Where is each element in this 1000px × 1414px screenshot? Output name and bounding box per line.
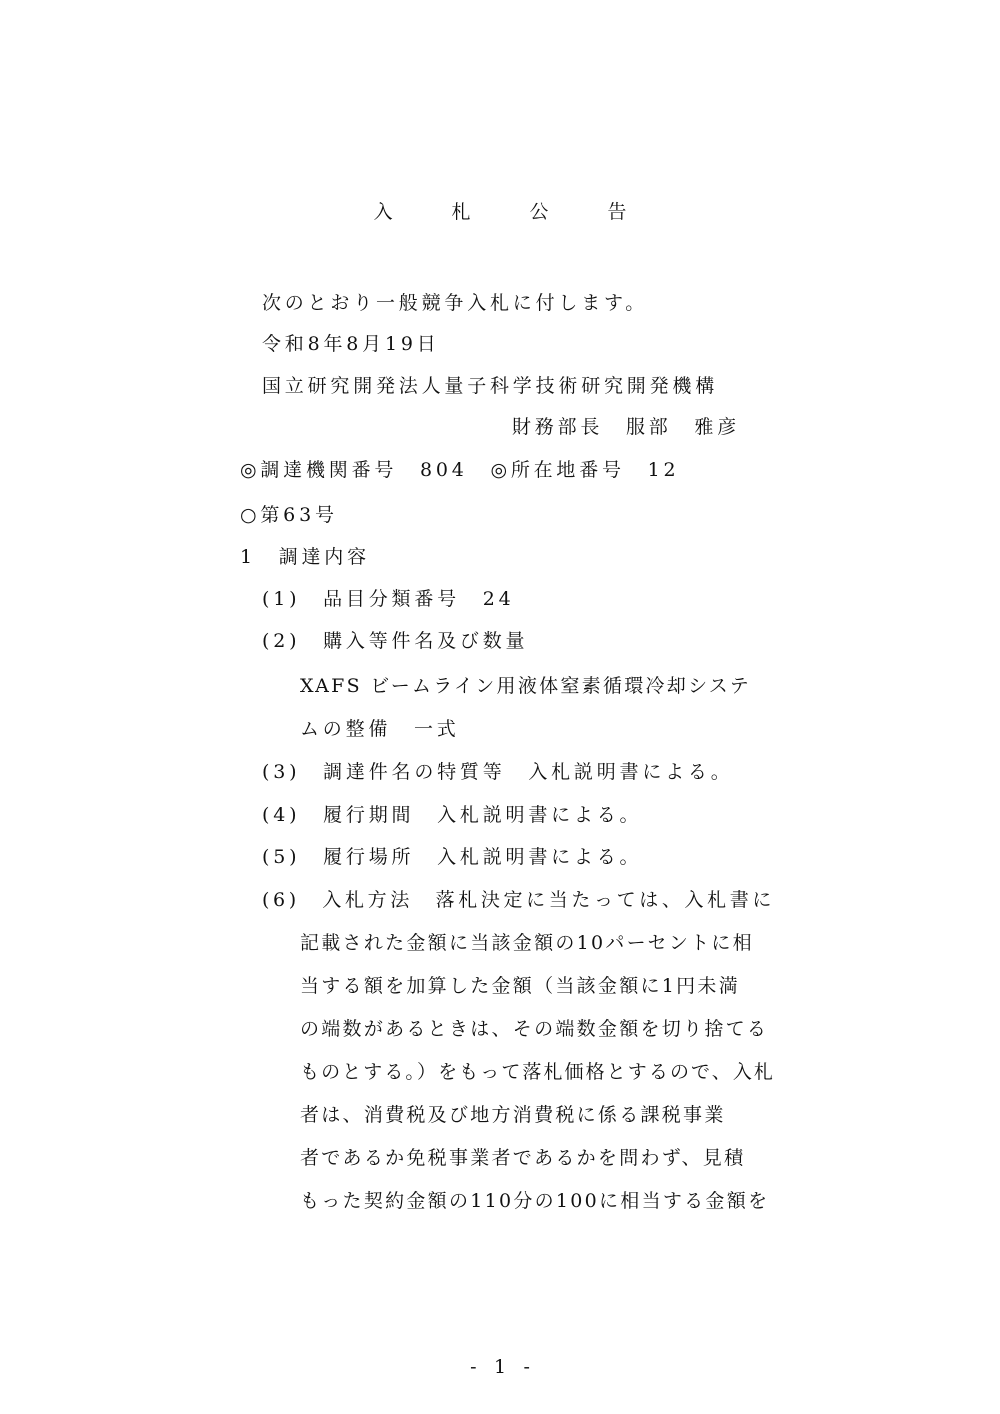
signatory: 財務部長 服部 雅彦 <box>512 416 741 438</box>
list-item: (2) 購入等件名及び数量 <box>262 630 529 652</box>
announcement-title: 入 札 公 告 <box>373 201 647 223</box>
section-heading: 1 調達内容 <box>240 546 370 568</box>
list-item-continuation: 記載された金額に当該金額の10パーセントに相 <box>300 932 754 954</box>
list-item: (1) 品目分類番号 24 <box>262 588 515 610</box>
notice-number: ○第63号 <box>240 504 338 526</box>
list-item-continuation: の端数があるときは、その端数金額を切り捨てる <box>300 1018 769 1040</box>
list-item-continuation: ムの整備 一式 <box>300 718 460 740</box>
announcement-date: 令和8年8月19日 <box>262 333 440 355</box>
organization-name: 国立研究開発法人量子科学技術研究開発機構 <box>262 375 719 397</box>
intro-text: 次のとおり一般競争入札に付します。 <box>262 292 649 314</box>
list-item-continuation: XAFS ビームライン用液体窒素循環冷却システ <box>300 675 751 697</box>
list-item: (6) 入札方法 落札決定に当たっては、入札書に <box>262 889 775 911</box>
page-number: - 1 - <box>470 1356 536 1378</box>
list-item: (4) 履行期間 入札説明書による。 <box>262 804 643 826</box>
procurement-codes: ◎調達機関番号 804 ◎所在地番号 12 <box>240 459 680 481</box>
list-item-continuation: ものとする。）をもって落札価格とするので、入札 <box>300 1061 775 1083</box>
list-item-continuation: 者は、消費税及び地方消費税に係る課税事業 <box>300 1104 726 1126</box>
list-item-continuation: 当する額を加算した金額（当該金額に1円未満 <box>300 975 740 997</box>
list-item-continuation: 者であるか免税事業者であるかを問わず、見積 <box>300 1147 746 1169</box>
list-item: (5) 履行場所 入札説明書による。 <box>262 846 643 868</box>
list-item: (3) 調達件名の特質等 入札説明書による。 <box>262 761 734 783</box>
list-item-continuation: もった契約金額の110分の100に相当する金額を <box>300 1190 770 1212</box>
